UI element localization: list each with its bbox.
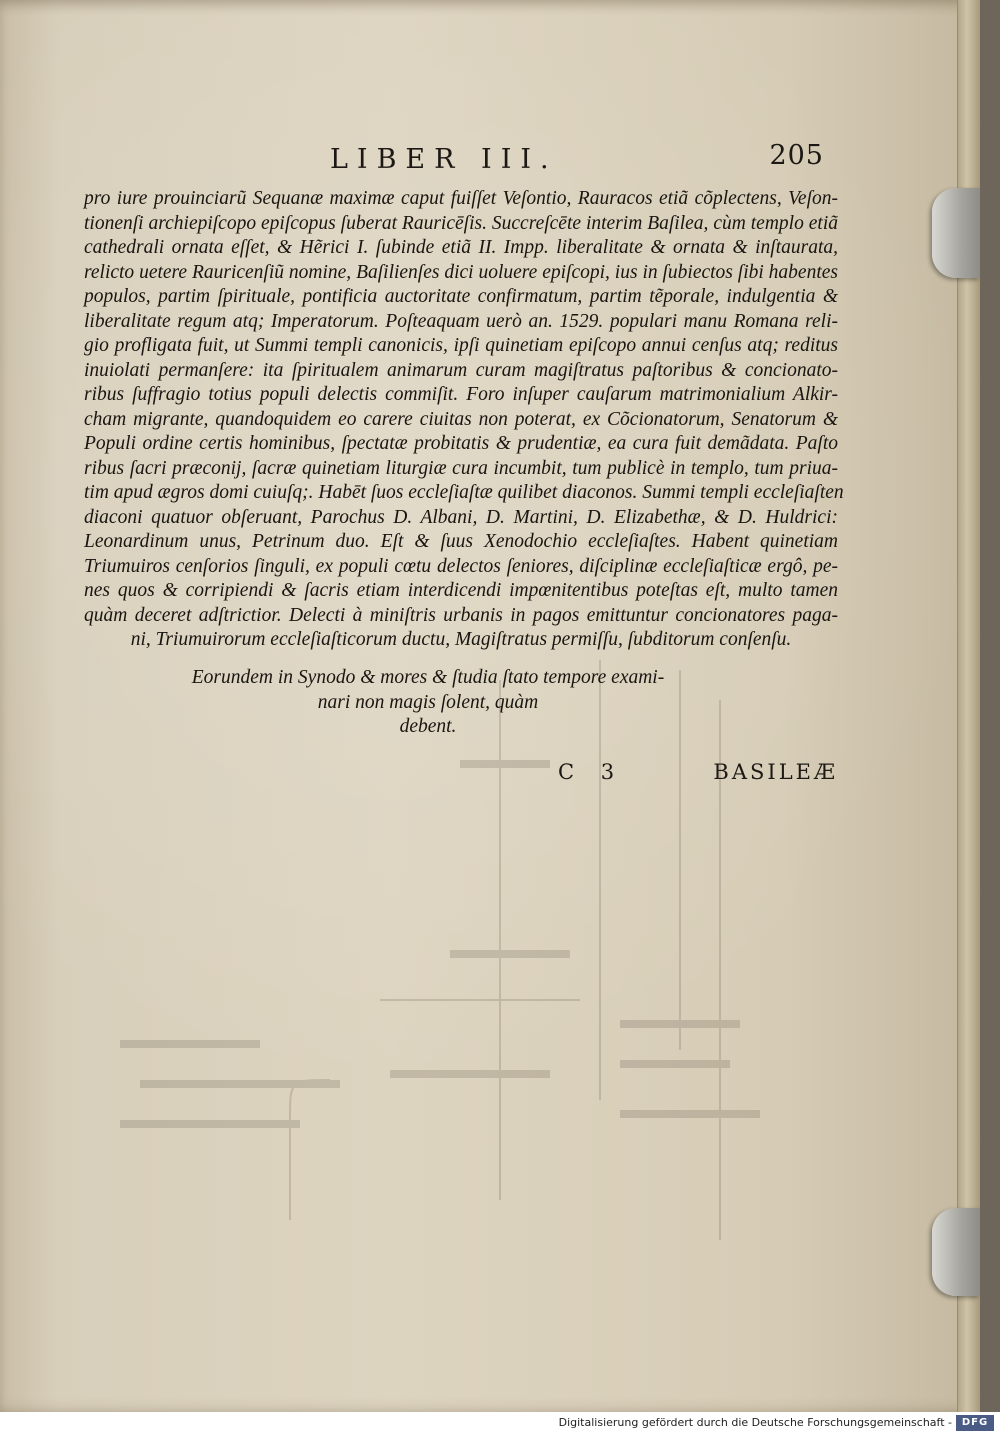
text-line: Leonardinum unus, Petrinum duo. Eſt & ſuus Xenodochio eccleſiaſtes. Habent quinetiam bbox=[84, 531, 838, 552]
text-line: tim apud ægros domi cuiuſq;. Habēt ſuos eccleſiaſtæ quilibet diaconos. Summi templi eccleſiaſten bbox=[84, 482, 844, 503]
page-clip-bottom bbox=[932, 1208, 980, 1296]
text-line: cathedrali ornata eſſet, & Hẽrici I. ſubinde etiã II. Impp. liberalitate & ornata & inſtaurata, bbox=[84, 237, 838, 258]
text-line: liberalitate regum atq; Imperatorum. Poſteaquam uerò an. 1529. populari manu Romana reli- bbox=[84, 310, 838, 332]
closing-line: debent. bbox=[399, 716, 457, 737]
text-line: inuiolati permanſere: ita ſpiritualem animarum curam magiſtratus paſtoribus & concionato- bbox=[84, 359, 838, 381]
page-clip-top bbox=[932, 188, 980, 278]
text-line: quàm deceret adſtrictior. Delecti à miniſtris urbanis in pagos emittuntur concionatores paga- bbox=[84, 604, 838, 626]
text-line: relicto uetere Rauricenſiũ nomine, Baſilienſes dici uoluere epiſcopi, ius in ſubiectos ſibi habentes bbox=[84, 261, 838, 283]
page-number: 205 bbox=[769, 140, 824, 171]
closing-line: nari non magis ſolent, quàm bbox=[317, 691, 539, 713]
page-footer bbox=[84, 760, 838, 790]
text-line: ribus ſuffragio totius populi delectis commiſit. Foro inſuper cauſarum matrimonialium Alkir- bbox=[84, 384, 838, 405]
page-header bbox=[84, 140, 824, 186]
text-line: tionenſi archiepiſcopo epiſcopus ſuberat Rauricēſis. Succreſcēte interim Baſilea, cùm templo etiã bbox=[84, 212, 838, 234]
text-line: populos, partim ſpirituale, pontificia auctoritate confirmatum, partim tẽporale, indulgentia & bbox=[84, 286, 838, 307]
text-line: ribus ſacri præconij, ſacræ quinetiam liturgiæ cura incumbit, tum publicè in templo, tum priua- bbox=[84, 457, 838, 479]
text-line: Triumuiros cenſorios ſinguli, ex populi cœtu delectos ſeniores, diſciplinæ eccleſiaſticæ ergô, pe- bbox=[84, 555, 838, 577]
text-line: nes quos & corripiendi & ſacris etiam interdicendi impœnitentibus poteſtas eſt, multo tamen bbox=[84, 580, 838, 601]
text-line: pro iure prouinciarũ Sequanæ maximæ caput fuiſſet Veſontio, Rauracos etiã cõplectens, Veſon- bbox=[84, 188, 838, 209]
closing-line: Eorundem in Synodo & mores & ſtudia ſtato tempore exami- bbox=[191, 667, 665, 688]
running-title: LIBER III. bbox=[330, 144, 558, 175]
main-text bbox=[84, 187, 844, 653]
text-line: cham migrante, quandoquidem eo carere ciuitas non poterat, ex Cõcionatorum, Senatorum & bbox=[84, 408, 838, 430]
credit-bar bbox=[0, 1412, 1000, 1435]
closing-paragraph bbox=[190, 666, 666, 740]
text-line: ni, Triumuirorum eccleſiaſticorum ductu, Magiſtratus permiſſu, ſubditorum conſenſu. bbox=[130, 629, 792, 650]
text-line: diaconi quatuor obſeruant, Parochus D. Albani, D. Martini, D. Elizabethæ, & D. Huldrici: bbox=[84, 506, 838, 528]
catchword: BASILEÆ bbox=[713, 760, 838, 784]
dfg-logo: DFG bbox=[956, 1415, 994, 1431]
funding-credit: Digitalisierung gefördert durch die Deutsche Forschungsgemeinschaft - bbox=[558, 1416, 952, 1429]
text-line: Populi ordine certis hominibus, ſpectatæ probitatis & prudentiæ, ea cura fuit demãdata. Paſto bbox=[84, 433, 838, 454]
signature-mark: C 3 bbox=[558, 760, 625, 784]
text-line: gio profligata fuit, ut Summi templi canonicis, ipſi quinetiam epiſcopo annui cenſus atq; reditus bbox=[84, 335, 838, 356]
